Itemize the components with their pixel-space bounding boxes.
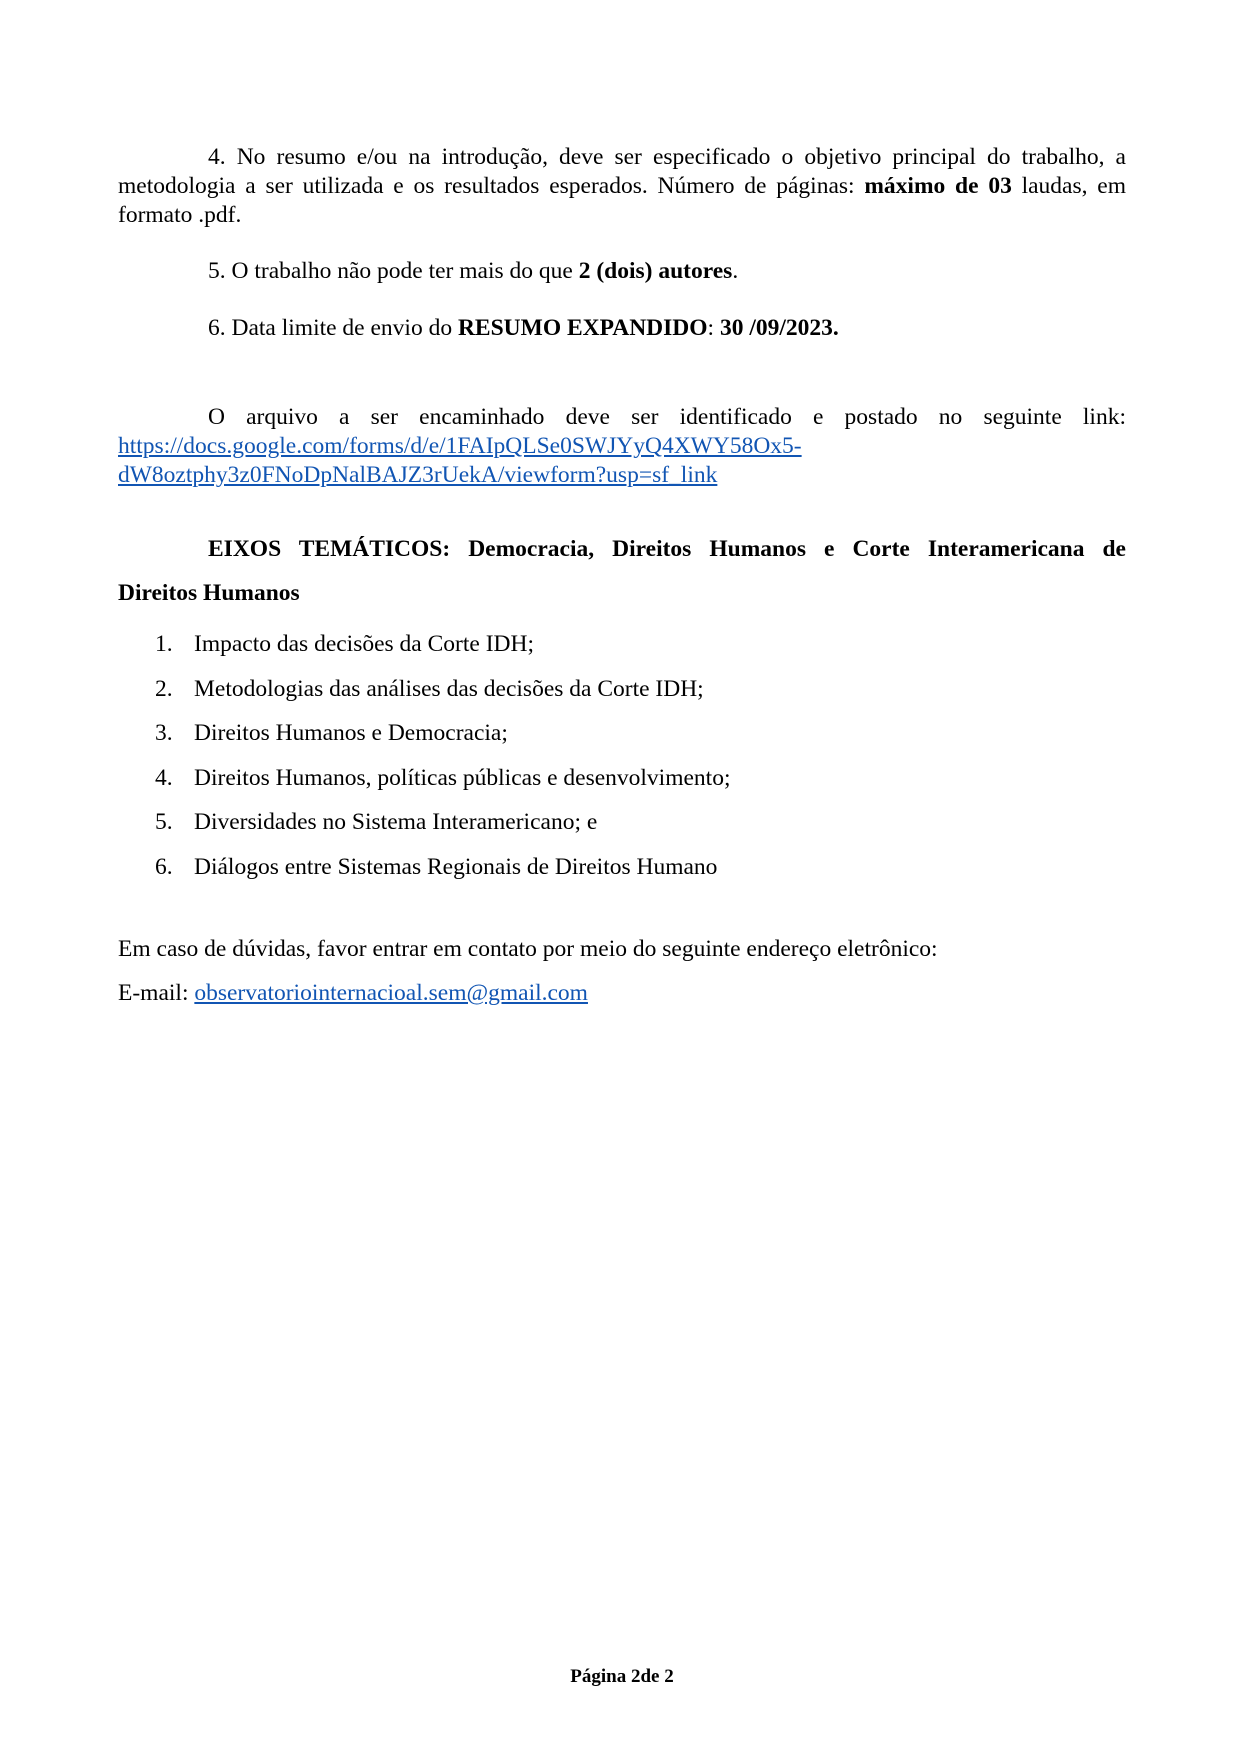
list-item-text: Metodologias das análises das decisões da Corte IDH;: [194, 675, 704, 702]
list-item: [118, 667, 1126, 712]
list-item-number: 5.: [155, 809, 173, 835]
email-label: E-mail:: [118, 980, 195, 1006]
list-item-number: 1.: [155, 631, 173, 657]
eixos-title-line-2: Direitos Humanos: [118, 580, 300, 606]
list-item-number: 3.: [155, 720, 173, 746]
eixos-list: [118, 622, 1126, 889]
list-item-text: Diálogos entre Sistemas Regionais de Direitos Humano: [194, 853, 718, 880]
list-item-text: Direitos Humanos e Democracia;: [194, 720, 508, 746]
list-item-text: Diversidades no Sistema Interamericano; e: [194, 809, 598, 835]
item-4-paragraph: [118, 143, 1126, 230]
item-6-text: 6. Data limite de envio do: [208, 315, 458, 341]
list-item: [118, 800, 1126, 845]
list-item: [118, 845, 1126, 890]
item-6-paragraph: [118, 314, 1126, 343]
list-item: [118, 756, 1126, 801]
item-4-text-end: laudas, em formato .pdf.: [118, 173, 1126, 228]
list-item-number: 2.: [155, 675, 173, 702]
list-item: [118, 622, 1126, 667]
contact-email-line: [118, 971, 1126, 1015]
item-6-deadline: 30 /09/2023.: [719, 315, 839, 341]
list-item-number: 4.: [155, 764, 173, 791]
list-item-text: Impacto das decisões da Corte IDH;: [194, 631, 534, 657]
list-item-number: 6.: [155, 853, 173, 880]
item-5-text: 5. O trabalho não pode ter mais do que: [208, 258, 579, 284]
form-link-line-1[interactable]: https://docs.google.com/forms/d/e/1FAIpQLSe0SWJYyQ4XWY58Ox5-: [118, 433, 802, 459]
eixos-tematicos-heading: [118, 527, 1126, 615]
item-5-bold: 2 (dois) autores: [578, 258, 733, 284]
item-6-colon: :: [707, 315, 720, 341]
document-page: [118, 0, 1126, 1755]
email-link[interactable]: observatoriointernacioal.sem@gmail.com: [194, 980, 588, 1006]
contact-paragraph: [118, 927, 1126, 1015]
item-4-bold: máximo de 03: [864, 173, 1012, 199]
page-number-footer: Página 2de 2: [570, 1666, 674, 1687]
item-5-text-end: .: [732, 258, 739, 284]
contact-text: Em caso de dúvidas, favor entrar em contato por meio do seguinte endereço eletrônico:: [118, 936, 938, 962]
submission-paragraph: [118, 403, 1126, 490]
submission-text: O arquivo a ser encaminhado deve ser identificado e postado no seguinte link:: [208, 404, 1126, 430]
list-item: [118, 711, 1126, 756]
list-item-text: Direitos Humanos, políticas públicas e desenvolvimento;: [194, 764, 731, 791]
item-6-bold-label: RESUMO EXPANDIDO: [457, 315, 708, 341]
eixos-title-line-1: EIXOS TEMÁTICOS: Democracia, Direitos Humanos e Corte Interamericana de: [208, 536, 1126, 562]
item-5-paragraph: [118, 257, 1126, 286]
item-4-text: 4. No resumo e/ou na introdução, deve ser especificado o objetivo principal do trabalho, a metodologia a ser utilizada e os resultados esperados. Número de páginas:: [118, 144, 1126, 199]
form-link-line-2[interactable]: dW8oztphy3z0FNoDpNalBAJZ3rUekA/viewform?usp=sf_link: [118, 462, 718, 488]
